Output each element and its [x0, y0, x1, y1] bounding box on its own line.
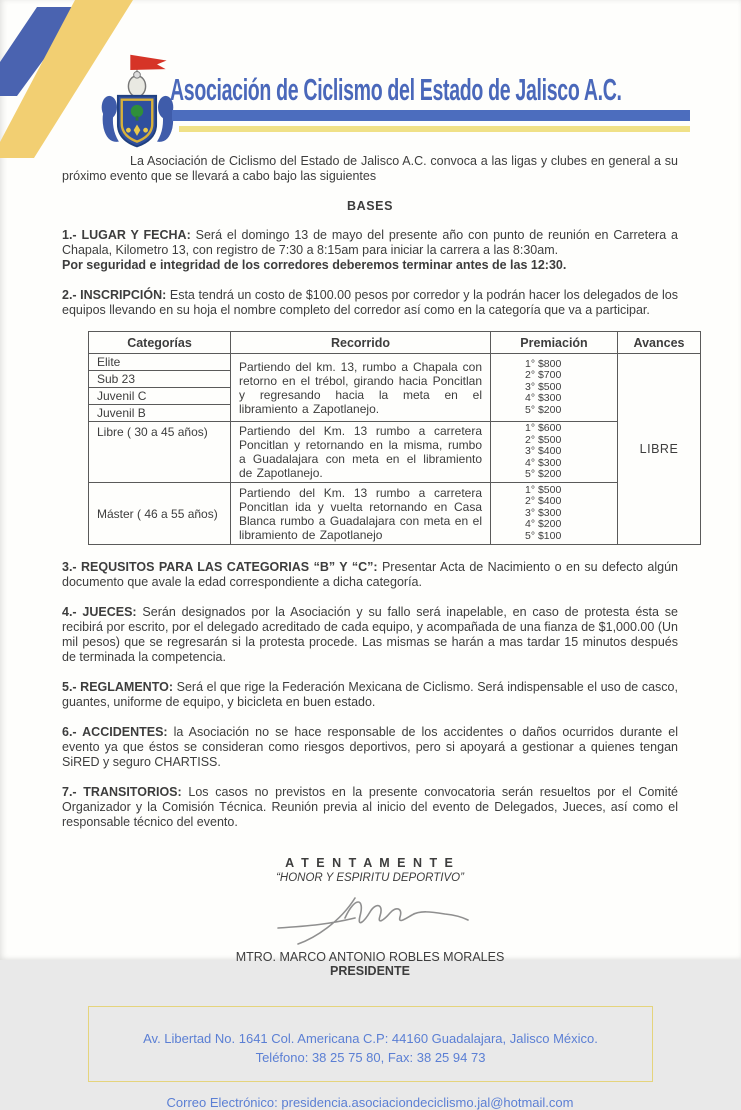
categories-table [88, 331, 701, 545]
footer-email: Correo Electrónico: presidencia.asociaciondeciclismo.jal@hotmail.com [166, 1095, 574, 1110]
category-juvenil-b: Juvenil B [89, 405, 231, 422]
category-sub23: Sub 23 [89, 371, 231, 388]
prize-line: 5° $200 [525, 468, 562, 481]
section-1-text: Será el domingo 13 de mayo del presente año con punto de reunión en Carretera a Chapala, Kilometro 13, con registro de 7:30 a 8:15am para iniciar la carrera a las 8:30am. [62, 228, 678, 257]
bases-heading: BASES [346, 199, 394, 213]
prize-line: 5° $200 [525, 403, 562, 416]
table-row [89, 483, 701, 545]
section-5-heading: 5.- REGLAMENTO: [62, 680, 174, 694]
table-header-row [89, 332, 701, 354]
section-jueces [62, 605, 678, 665]
prize-line: 4° $300 [525, 392, 562, 405]
col-header-categorias: Categorías [89, 332, 231, 354]
title-underline-blue [172, 110, 690, 121]
prize-line: 2° $700 [525, 369, 562, 382]
section-requisitos [62, 560, 678, 590]
section-3-text: Presentar Acta de Nacimiento o en su defecto algún documento que avale la edad correspondiente a dicha categoría. [62, 560, 678, 589]
section-reglamento [62, 680, 678, 710]
categories-table-wrapper [88, 331, 685, 545]
footer-phone: Teléfono: 38 25 75 80, Fax: 38 25 94 73 [255, 1050, 486, 1065]
prize-line: 2° $400 [525, 495, 562, 508]
section-3-heading: 3.- REQUSITOS PARA LAS CATEGORIAS “B” Y “C”: [62, 560, 378, 574]
prize-line: 3° $500 [525, 380, 562, 393]
red-pennant-icon [130, 55, 166, 70]
col-header-avances: Avances [618, 332, 701, 354]
premiacion-group-3 [491, 483, 618, 545]
title-underline-yellow [179, 126, 690, 132]
prize-line: 4° $200 [525, 518, 562, 531]
table-row [89, 422, 701, 483]
col-header-premiacion: Premiación [491, 332, 618, 354]
section-6-heading: 6.- ACCIDENTES: [62, 725, 168, 739]
premiacion-group-2 [491, 422, 618, 483]
recorrido-group-3: Partiendo del Km. 13 rumbo a carretera Poncitlan ida y vuelta retornando en Casa Blanca rumbo a Guadalajara con meta en el libramiento de Zapotlanejo [231, 483, 491, 545]
section-2-text: Esta tendrá un costo de $100.00 pesos por corredor y la podrán hacer los delegados de los equipos llevando en su hoja el nombre completo del corredor así como en la categoría que va a participar. [62, 288, 678, 317]
prize-line: 4° $300 [525, 456, 562, 469]
prize-line: 1° $600 [525, 422, 562, 435]
recorrido-group-1: Partiendo del km. 13, rumbo a Chapala con retorno en el trébol, girando hacia Poncitlan y regresando hacia la meta en el libramiento a Zapotlanejo. [231, 354, 491, 422]
intro-paragraph: La Asociación de Ciclismo del Estado de Jalisco A.C. convoca a las ligas y clubes en general a su próximo evento que se llevará a cabo bajo las siguientes [62, 154, 678, 183]
category-juvenil-c: Juvenil C [89, 388, 231, 405]
premiacion-group-1 [491, 354, 618, 422]
avances-cell: LIBRE [618, 354, 701, 545]
letterhead [0, 0, 741, 150]
table-row [89, 354, 701, 371]
section-7-heading: 7.- TRANSITORIOS: [62, 785, 182, 799]
motto: “HONOR Y ESPIRITU DEPORTIVO” [276, 872, 464, 884]
organization-title: Asociación de Ciclismo del Estado de Jalisco A.C. [170, 72, 622, 107]
recorrido-group-2: Partiendo del Km. 13 rumbo a carretera Poncitlan y retornando en la misma, rumbo a Guadalajara con meta en el libramiento de Zapotlanejo. [231, 422, 491, 483]
footer-address: Av. Libertad No. 1641 Col. Americana C.P: 44160 Guadalajara, Jalisco México. [143, 1031, 598, 1046]
prize-line: 2° $500 [525, 433, 562, 446]
section-2-heading: 2.- INSCRIPCIÓN: [62, 288, 167, 302]
section-6-text: la Asociación no se hace responsable de los accidentes o daños ocurridos durante el evento ya que éstos se consideran como riesgos deportivos, pero si apoyará a gestionar a quienes tengan SiRED y seguro CHARTISS. [62, 725, 678, 769]
section-4-heading: 4.- JUECES: [62, 605, 137, 619]
section-1-note: Por seguridad e integridad de los corredores deberemos terminar antes de las 12:30. [62, 258, 567, 272]
category-elite: Elite [89, 354, 231, 371]
prize-line: 1° $800 [525, 357, 562, 370]
prize-line: 3° $400 [525, 445, 562, 458]
salutation: A T E N T A M E N T E [285, 856, 455, 870]
footer-address-box [88, 1006, 653, 1082]
section-4-text: Serán designados por la Asociación y su fallo será inapelable, en caso de protesta ésta se recibirá por escrito, por el delegado acreditado de cada equipo, y acompañada de una fianza de $1,000.00 (Un mil pesos) que se regresarán si la protesta procede. Las mismas se harán a mas tardar 15 minutos después de terminada la competencia. [62, 605, 678, 664]
section-1-heading: 1.- LUGAR Y FECHA: [62, 228, 191, 242]
section-transitorios [62, 785, 678, 830]
signer-name: MTRO. MARCO ANTONIO ROBLES MORALES [235, 950, 505, 964]
category-master: Máster ( 46 a 55 años) [89, 483, 231, 545]
prize-line: 1° $500 [525, 483, 562, 496]
document-body [0, 150, 741, 1110]
section-lugar-y-fecha [62, 228, 678, 258]
section-7-text: Los casos no previstos en la presente convocatoria serán resueltos por el Comité Organizador y la Comisión Técnica. Reunión previa al inicio del evento de Delegados, Jueces, así como el responsable técnico del evento. [62, 785, 678, 829]
section-accidentes [62, 725, 678, 770]
signer-role: PRESIDENTE [330, 964, 410, 978]
col-header-recorrido: Recorrido [231, 332, 491, 354]
section-inscripcion [62, 288, 678, 318]
category-libre: Libre ( 30 a 45 años) [89, 422, 231, 483]
handwritten-signature [260, 888, 480, 946]
prize-line: 5° $100 [525, 529, 562, 542]
prize-line: 3° $300 [525, 506, 562, 519]
signature-block [62, 856, 678, 978]
section-5-text: Será el que rige la Federación Mexicana de Ciclismo. Será indispensable el uso de casco, guantes, uniforme de equipo, y bicicleta en buen estado. [62, 680, 678, 709]
